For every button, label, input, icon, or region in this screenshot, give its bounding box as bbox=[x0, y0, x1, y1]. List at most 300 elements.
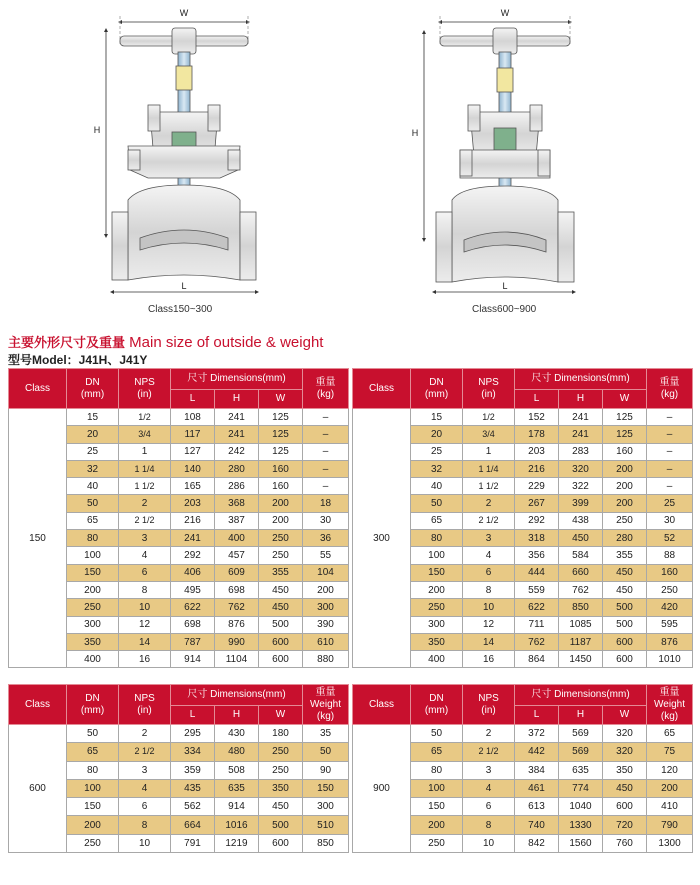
dn-cell: 65 bbox=[67, 512, 119, 529]
dn-cell: 300 bbox=[411, 616, 463, 633]
dn-cell: 50 bbox=[411, 725, 463, 743]
dn-cell: 100 bbox=[411, 547, 463, 564]
nps-cell: 2 bbox=[463, 495, 515, 512]
valve-diagrams bbox=[0, 0, 700, 325]
table-row bbox=[9, 725, 349, 743]
w-cell: 350 bbox=[259, 779, 303, 797]
nps-cell: 10 bbox=[463, 834, 515, 852]
weight-cell: – bbox=[303, 478, 349, 495]
header-w bbox=[259, 706, 303, 725]
header-weight-text: (kg) bbox=[316, 388, 335, 400]
header-dn bbox=[67, 685, 119, 725]
l-cell: 559 bbox=[515, 581, 559, 598]
dn-cell: 350 bbox=[67, 633, 119, 650]
weight-cell: – bbox=[647, 460, 693, 477]
dn-cell: 150 bbox=[67, 564, 119, 581]
header-h-text: H bbox=[232, 393, 241, 404]
nps-cell: 12 bbox=[119, 616, 171, 633]
section-title bbox=[8, 332, 323, 351]
dim-label-w-right: W bbox=[500, 8, 510, 18]
l-cell: 372 bbox=[515, 725, 559, 743]
l-cell: 791 bbox=[171, 834, 215, 852]
h-cell: 762 bbox=[559, 581, 603, 598]
w-cell: 280 bbox=[603, 530, 647, 547]
header-dn-text: DN bbox=[85, 376, 100, 388]
l-cell: 762 bbox=[515, 633, 559, 650]
valve-right-drawing bbox=[424, 16, 574, 292]
l-cell: 203 bbox=[171, 495, 215, 512]
spec-table-class-900 bbox=[352, 684, 693, 853]
h-cell: 660 bbox=[559, 564, 603, 581]
header-l-text: L bbox=[189, 709, 196, 720]
nps-cell: 8 bbox=[463, 581, 515, 598]
weight-cell: 420 bbox=[647, 599, 693, 616]
header-nps bbox=[463, 685, 515, 725]
w-cell: 600 bbox=[259, 834, 303, 852]
w-cell: 320 bbox=[603, 743, 647, 761]
dn-cell: 200 bbox=[411, 581, 463, 598]
weight-cell: – bbox=[647, 478, 693, 495]
nps-value: 2 1/2 bbox=[134, 515, 155, 526]
w-cell: 250 bbox=[259, 530, 303, 547]
h-cell: 569 bbox=[559, 725, 603, 743]
dn-cell: 150 bbox=[411, 564, 463, 581]
dn-cell: 200 bbox=[67, 816, 119, 834]
section-title-cn: 主要外形尺寸及重量 bbox=[8, 336, 126, 351]
nps-cell: 10 bbox=[463, 599, 515, 616]
header-w-text: W bbox=[619, 709, 630, 720]
dn-cell: 150 bbox=[67, 798, 119, 816]
w-cell: 125 bbox=[259, 426, 303, 443]
weight-cell: 65 bbox=[647, 725, 693, 743]
w-cell: 125 bbox=[603, 409, 647, 426]
nps-value: 2 1/2 bbox=[478, 746, 499, 757]
header-dn-text: (mm) bbox=[424, 704, 449, 716]
class-cell: 150 bbox=[9, 409, 67, 668]
nps-cell: 10 bbox=[119, 834, 171, 852]
h-cell: 990 bbox=[215, 633, 259, 650]
nps-cell: 16 bbox=[119, 651, 171, 668]
header-h-text: H bbox=[232, 709, 241, 720]
weight-cell: 88 bbox=[647, 547, 693, 564]
weight-cell: 300 bbox=[303, 599, 349, 616]
header-w-text: W bbox=[619, 393, 630, 404]
header-dn-text: (mm) bbox=[80, 704, 105, 716]
w-cell: 600 bbox=[603, 651, 647, 668]
header-weight-text: (kg) bbox=[660, 710, 679, 722]
h-cell: 762 bbox=[215, 599, 259, 616]
header-w bbox=[603, 706, 647, 725]
l-cell: 495 bbox=[171, 581, 215, 598]
header-weight-text: 重量 bbox=[315, 686, 336, 698]
h-cell: 609 bbox=[215, 564, 259, 581]
l-cell: 229 bbox=[515, 478, 559, 495]
nps-cell: 3 bbox=[463, 761, 515, 779]
l-cell: 664 bbox=[171, 816, 215, 834]
weight-cell: 300 bbox=[303, 798, 349, 816]
w-cell: 500 bbox=[603, 616, 647, 633]
spec-table-class-150 bbox=[8, 368, 349, 668]
header-weight-text: Weight bbox=[310, 698, 341, 710]
dn-cell: 250 bbox=[411, 834, 463, 852]
dn-cell: 80 bbox=[411, 761, 463, 779]
weight-cell: – bbox=[647, 443, 693, 460]
nps-cell: 14 bbox=[119, 633, 171, 650]
l-cell: 562 bbox=[171, 798, 215, 816]
w-cell: 350 bbox=[603, 761, 647, 779]
weight-cell: 510 bbox=[303, 816, 349, 834]
h-cell: 241 bbox=[559, 409, 603, 426]
header-dn-text: (mm) bbox=[80, 388, 105, 400]
dn-cell: 32 bbox=[67, 460, 119, 477]
nps-cell: 16 bbox=[463, 651, 515, 668]
nps-cell: 8 bbox=[463, 816, 515, 834]
weight-cell: 595 bbox=[647, 616, 693, 633]
h-cell: 430 bbox=[215, 725, 259, 743]
nps-value: 2 1/2 bbox=[478, 515, 499, 526]
dn-cell: 80 bbox=[411, 530, 463, 547]
weight-cell: 36 bbox=[303, 530, 349, 547]
dn-cell: 400 bbox=[411, 651, 463, 668]
w-cell: 320 bbox=[603, 725, 647, 743]
l-cell: 295 bbox=[171, 725, 215, 743]
header-nps bbox=[119, 685, 171, 725]
nps-cell: 14 bbox=[463, 633, 515, 650]
weight-cell: 1300 bbox=[647, 834, 693, 852]
header-weight-text: (kg) bbox=[316, 710, 335, 722]
nps-cell: 4 bbox=[119, 547, 171, 564]
weight-cell: 160 bbox=[647, 564, 693, 581]
l-cell: 108 bbox=[171, 409, 215, 426]
h-cell: 584 bbox=[559, 547, 603, 564]
header-l bbox=[515, 390, 559, 409]
dim-label-w-left: W bbox=[179, 8, 189, 18]
header-h bbox=[215, 390, 259, 409]
caption-class600-900: Class600~900 bbox=[472, 304, 537, 315]
caption-class150-300: Class150~300 bbox=[148, 304, 213, 315]
w-cell: 600 bbox=[603, 798, 647, 816]
header-class bbox=[353, 369, 411, 409]
header-h bbox=[559, 390, 603, 409]
header-nps-text: (in) bbox=[481, 388, 496, 400]
h-cell: 850 bbox=[559, 599, 603, 616]
dn-cell: 350 bbox=[411, 633, 463, 650]
h-cell: 1040 bbox=[559, 798, 603, 816]
w-cell: 450 bbox=[603, 564, 647, 581]
weight-cell: 120 bbox=[647, 761, 693, 779]
l-cell: 842 bbox=[515, 834, 559, 852]
l-cell: 914 bbox=[171, 651, 215, 668]
h-cell: 280 bbox=[215, 460, 259, 477]
valve-left-drawing bbox=[106, 16, 257, 292]
l-cell: 406 bbox=[171, 564, 215, 581]
w-cell: 600 bbox=[603, 633, 647, 650]
h-cell: 400 bbox=[215, 530, 259, 547]
l-cell: 356 bbox=[515, 547, 559, 564]
l-cell: 117 bbox=[171, 426, 215, 443]
h-cell: 322 bbox=[559, 478, 603, 495]
l-cell: 318 bbox=[515, 530, 559, 547]
header-dimensions-text: 尺寸 Dimensions(mm) bbox=[187, 689, 286, 700]
header-dimensions bbox=[171, 369, 303, 390]
w-cell: 250 bbox=[259, 743, 303, 761]
h-cell: 569 bbox=[559, 743, 603, 761]
spec-table-class-300 bbox=[352, 368, 693, 668]
header-dimensions-text: 尺寸 Dimensions(mm) bbox=[187, 373, 286, 384]
weight-cell: 876 bbox=[647, 633, 693, 650]
header-nps bbox=[119, 369, 171, 409]
class-cell: 300 bbox=[353, 409, 411, 668]
nps-cell: 8 bbox=[119, 581, 171, 598]
header-weight-text: 重量 bbox=[659, 686, 680, 698]
nps-value: 1 1/2 bbox=[478, 480, 499, 491]
l-cell: 740 bbox=[515, 816, 559, 834]
l-cell: 622 bbox=[171, 599, 215, 616]
weight-cell: 390 bbox=[303, 616, 349, 633]
h-cell: 774 bbox=[559, 779, 603, 797]
nps-cell: 4 bbox=[463, 779, 515, 797]
dn-cell: 20 bbox=[67, 426, 119, 443]
nps-cell: 2 bbox=[119, 725, 171, 743]
h-cell: 286 bbox=[215, 478, 259, 495]
dn-cell: 40 bbox=[67, 478, 119, 495]
header-weight bbox=[303, 685, 349, 725]
dn-cell: 100 bbox=[67, 779, 119, 797]
table-row bbox=[353, 725, 693, 743]
dn-cell: 50 bbox=[411, 495, 463, 512]
h-cell: 241 bbox=[215, 409, 259, 426]
header-h bbox=[559, 706, 603, 725]
h-cell: 1187 bbox=[559, 633, 603, 650]
weight-cell: 880 bbox=[303, 651, 349, 668]
dn-cell: 400 bbox=[67, 651, 119, 668]
header-l-text: L bbox=[533, 393, 540, 404]
dn-cell: 65 bbox=[411, 743, 463, 761]
weight-cell: 104 bbox=[303, 564, 349, 581]
w-cell: 500 bbox=[259, 616, 303, 633]
w-cell: 200 bbox=[259, 495, 303, 512]
h-cell: 1450 bbox=[559, 651, 603, 668]
header-dn-text: DN bbox=[429, 376, 444, 388]
nps-cell bbox=[463, 409, 515, 426]
w-cell: 720 bbox=[603, 816, 647, 834]
dn-cell: 40 bbox=[411, 478, 463, 495]
nps-value: 1 1/4 bbox=[134, 463, 155, 474]
h-cell: 242 bbox=[215, 443, 259, 460]
l-cell: 461 bbox=[515, 779, 559, 797]
dim-label-h-left: H bbox=[93, 125, 101, 135]
w-cell: 450 bbox=[259, 581, 303, 598]
l-cell: 864 bbox=[515, 651, 559, 668]
l-cell: 216 bbox=[515, 460, 559, 477]
w-cell: 125 bbox=[603, 426, 647, 443]
weight-cell: – bbox=[647, 409, 693, 426]
weight-cell: 850 bbox=[303, 834, 349, 852]
header-l bbox=[171, 706, 215, 725]
nps-cell bbox=[119, 512, 171, 529]
dn-cell: 250 bbox=[411, 599, 463, 616]
weight-cell: 30 bbox=[647, 512, 693, 529]
nps-cell: 2 bbox=[463, 725, 515, 743]
header-l bbox=[171, 390, 215, 409]
class-cell: 900 bbox=[353, 725, 411, 853]
weight-cell: 410 bbox=[647, 798, 693, 816]
w-cell: 250 bbox=[259, 761, 303, 779]
nps-cell: 10 bbox=[119, 599, 171, 616]
l-cell: 292 bbox=[515, 512, 559, 529]
header-dn bbox=[411, 685, 463, 725]
nps-cell bbox=[463, 426, 515, 443]
dn-cell: 100 bbox=[67, 547, 119, 564]
header-l bbox=[515, 706, 559, 725]
nps-cell: 3 bbox=[119, 530, 171, 547]
h-cell: 914 bbox=[215, 798, 259, 816]
l-cell: 444 bbox=[515, 564, 559, 581]
header-dn-text: DN bbox=[85, 692, 100, 704]
table-row bbox=[353, 409, 693, 426]
h-cell: 480 bbox=[215, 743, 259, 761]
l-cell: 384 bbox=[515, 761, 559, 779]
header-dimensions bbox=[515, 369, 647, 390]
header-weight-text: (kg) bbox=[660, 388, 679, 400]
nps-cell bbox=[463, 512, 515, 529]
l-cell: 241 bbox=[171, 530, 215, 547]
nps-cell bbox=[463, 460, 515, 477]
h-cell: 399 bbox=[559, 495, 603, 512]
nps-cell: 3 bbox=[463, 530, 515, 547]
header-weight-text: 重量 bbox=[315, 376, 336, 388]
weight-cell: 200 bbox=[303, 581, 349, 598]
header-l-text: L bbox=[533, 709, 540, 720]
dn-cell: 250 bbox=[67, 834, 119, 852]
dn-cell: 20 bbox=[411, 426, 463, 443]
nps-cell: 6 bbox=[463, 564, 515, 581]
header-dn bbox=[411, 369, 463, 409]
header-dimensions-text: 尺寸 Dimensions(mm) bbox=[531, 689, 630, 700]
header-class bbox=[9, 369, 67, 409]
l-cell: 787 bbox=[171, 633, 215, 650]
w-cell: 450 bbox=[259, 599, 303, 616]
header-weight-text: Weight bbox=[654, 698, 685, 710]
w-cell: 160 bbox=[259, 460, 303, 477]
header-w bbox=[259, 390, 303, 409]
h-cell: 1330 bbox=[559, 816, 603, 834]
header-h-text: H bbox=[576, 393, 585, 404]
weight-cell: – bbox=[303, 460, 349, 477]
header-class-text: Class bbox=[24, 382, 50, 394]
dn-cell: 300 bbox=[67, 616, 119, 633]
header-dn-text: DN bbox=[429, 692, 444, 704]
weight-cell: – bbox=[303, 409, 349, 426]
weight-cell: 75 bbox=[647, 743, 693, 761]
w-cell: 160 bbox=[259, 478, 303, 495]
weight-cell: 200 bbox=[647, 779, 693, 797]
dn-cell: 250 bbox=[67, 599, 119, 616]
weight-cell: 610 bbox=[303, 633, 349, 650]
dn-cell: 65 bbox=[411, 512, 463, 529]
weight-cell: 55 bbox=[303, 547, 349, 564]
header-class-text: Class bbox=[24, 698, 50, 710]
nps-value: 1/2 bbox=[482, 411, 495, 422]
w-cell: 450 bbox=[603, 581, 647, 598]
nps-value: 1 1/4 bbox=[478, 463, 499, 474]
dim-label-l-left: L bbox=[181, 281, 187, 291]
header-nps-text: NPS bbox=[478, 376, 499, 388]
nps-value: 3/4 bbox=[482, 428, 495, 439]
h-cell: 635 bbox=[559, 761, 603, 779]
header-dn bbox=[67, 369, 119, 409]
h-cell: 508 bbox=[215, 761, 259, 779]
w-cell: 200 bbox=[259, 512, 303, 529]
nps-value: 2 1/2 bbox=[134, 746, 155, 757]
header-nps-text: NPS bbox=[134, 376, 155, 388]
l-cell: 435 bbox=[171, 779, 215, 797]
nps-cell bbox=[119, 426, 171, 443]
header-h-text: H bbox=[576, 709, 585, 720]
h-cell: 320 bbox=[559, 460, 603, 477]
nps-cell bbox=[119, 478, 171, 495]
w-cell: 200 bbox=[603, 478, 647, 495]
weight-cell: – bbox=[303, 426, 349, 443]
nps-cell bbox=[119, 409, 171, 426]
h-cell: 1560 bbox=[559, 834, 603, 852]
dim-label-l-right: L bbox=[502, 281, 508, 291]
w-cell: 200 bbox=[603, 460, 647, 477]
nps-cell bbox=[119, 743, 171, 761]
header-nps-text: NPS bbox=[134, 692, 155, 704]
spec-table-class-600 bbox=[8, 684, 349, 853]
h-cell: 1016 bbox=[215, 816, 259, 834]
h-cell: 1219 bbox=[215, 834, 259, 852]
weight-cell: – bbox=[647, 426, 693, 443]
header-nps-text: NPS bbox=[478, 692, 499, 704]
nps-cell: 1 bbox=[119, 443, 171, 460]
h-cell: 368 bbox=[215, 495, 259, 512]
header-nps-text: (in) bbox=[137, 388, 152, 400]
w-cell: 250 bbox=[603, 512, 647, 529]
dn-cell: 100 bbox=[411, 779, 463, 797]
dn-cell: 200 bbox=[67, 581, 119, 598]
w-cell: 600 bbox=[259, 633, 303, 650]
dn-cell: 25 bbox=[67, 443, 119, 460]
l-cell: 359 bbox=[171, 761, 215, 779]
nps-cell: 6 bbox=[119, 798, 171, 816]
dn-cell: 200 bbox=[411, 816, 463, 834]
dim-label-h-right: H bbox=[411, 128, 419, 138]
nps-value: 1/2 bbox=[138, 411, 151, 422]
dn-cell: 80 bbox=[67, 761, 119, 779]
header-weight-text: 重量 bbox=[659, 376, 680, 388]
nps-cell bbox=[463, 743, 515, 761]
weight-cell: 50 bbox=[303, 743, 349, 761]
section-title-en: Main size of outside & weight bbox=[125, 334, 324, 351]
l-cell: 698 bbox=[171, 616, 215, 633]
header-nps-text: (in) bbox=[481, 704, 496, 716]
header-dimensions bbox=[171, 685, 303, 706]
nps-cell: 2 bbox=[119, 495, 171, 512]
dn-cell: 25 bbox=[411, 443, 463, 460]
l-cell: 140 bbox=[171, 460, 215, 477]
dn-cell: 15 bbox=[67, 409, 119, 426]
header-nps bbox=[463, 369, 515, 409]
w-cell: 180 bbox=[259, 725, 303, 743]
w-cell: 450 bbox=[259, 798, 303, 816]
l-cell: 152 bbox=[515, 409, 559, 426]
header-w bbox=[603, 390, 647, 409]
dn-cell: 50 bbox=[67, 725, 119, 743]
nps-cell bbox=[463, 478, 515, 495]
w-cell: 760 bbox=[603, 834, 647, 852]
